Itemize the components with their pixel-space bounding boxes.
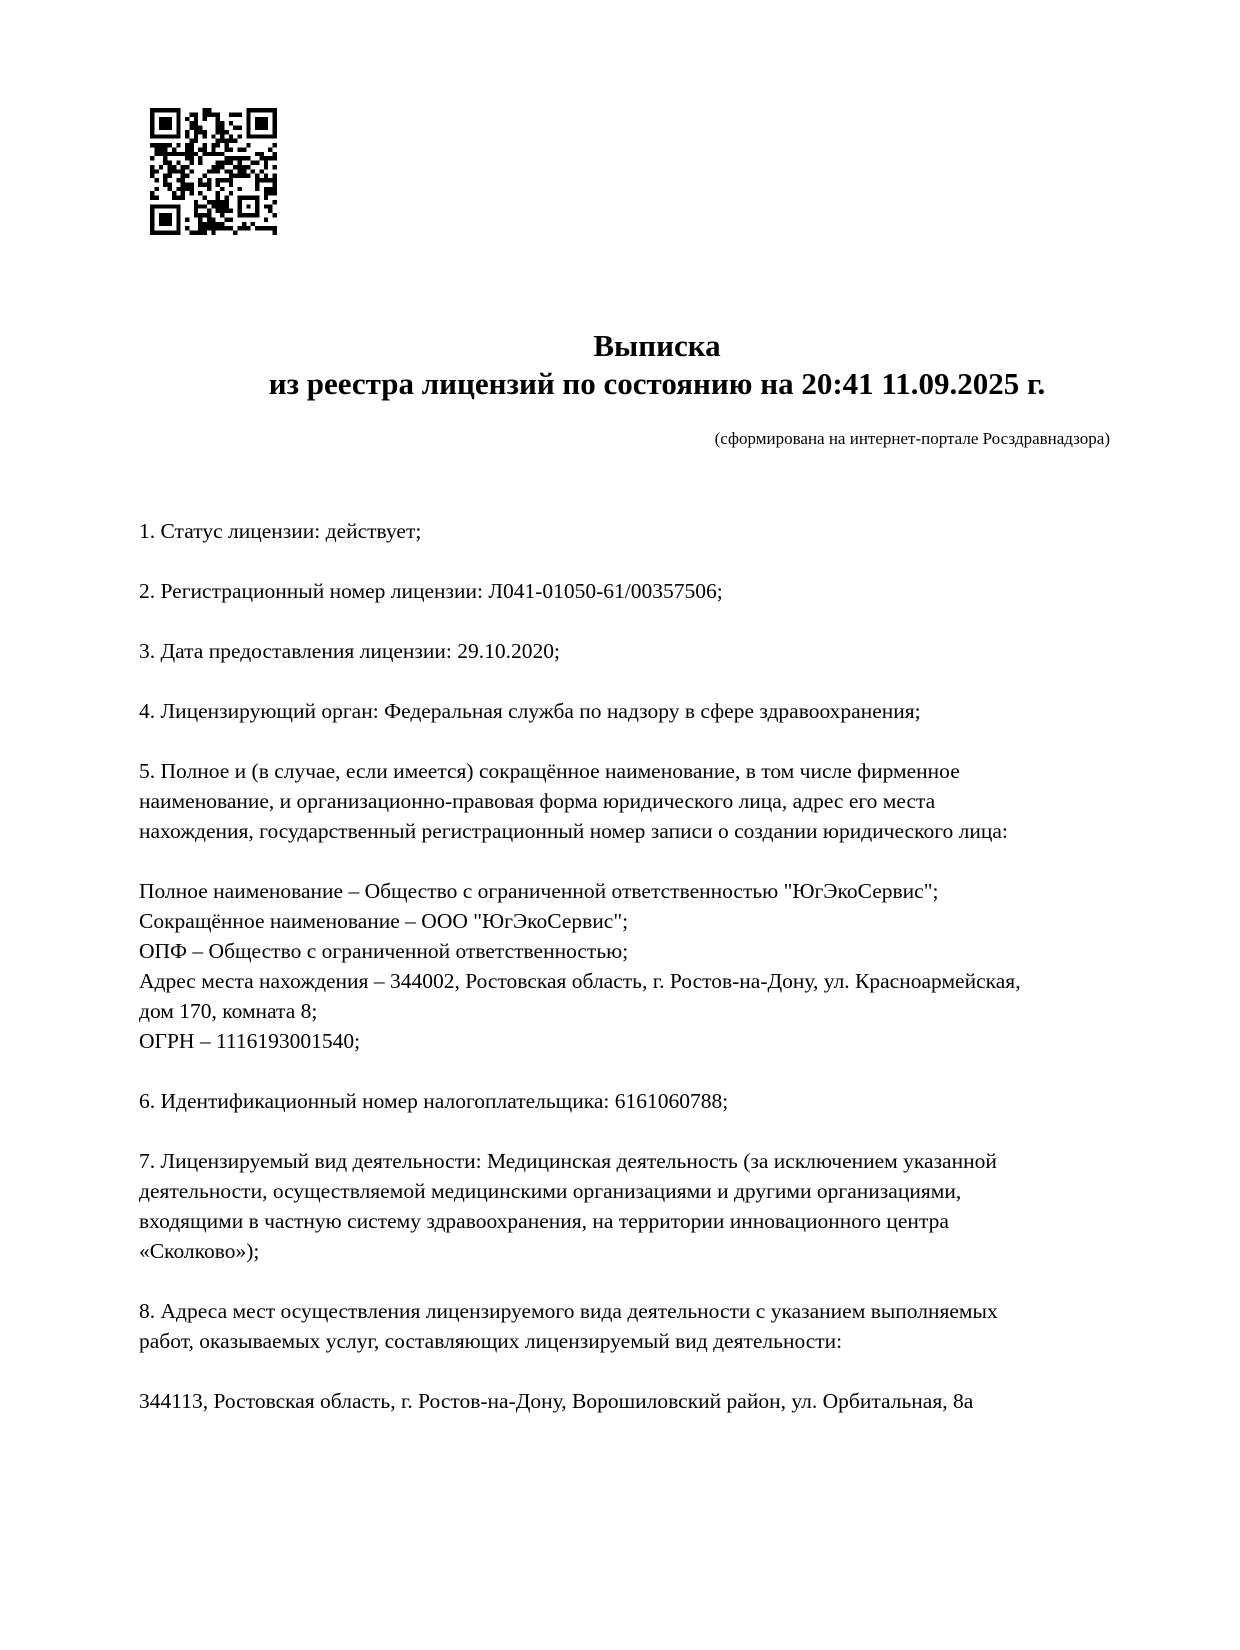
paragraph-taxpayer-number xyxy=(139,1086,1139,1116)
text-line: входящими в частную систему здравоохранения, на территории инновационного центра xyxy=(139,1209,949,1233)
text-line: дом 170, комната 8; xyxy=(139,999,318,1023)
text-line: «Сколково»); xyxy=(139,1239,260,1263)
text-line: 2. Регистрационный номер лицензии: Л041-01050-61/00357506; xyxy=(139,579,723,603)
title-line-2: из реестра лицензий по состоянию на 20:41 11.09.2025 г. xyxy=(268,366,1046,401)
paragraph-activity-addresses-intro xyxy=(139,1296,1139,1356)
paragraph-licensing-authority xyxy=(139,696,1139,726)
text-line: деятельности, осуществляемой медицинскими организациями и другими организациями, xyxy=(139,1179,962,1203)
paragraph-activity-address xyxy=(139,1386,1139,1416)
text-line: 344113, Ростовская область, г. Ростов-на-Дону, Ворошиловский район, ул. Орбитальная, 8а xyxy=(139,1389,974,1413)
text-line: 4. Лицензирующий орган: Федеральная служба по надзору в сфере здравоохранения; xyxy=(139,699,921,723)
paragraph-license-status xyxy=(139,516,1139,546)
paragraph-entity-details xyxy=(139,876,1139,1056)
document-subtitle: (сформирована на интернет-портале Росздравнадзора) xyxy=(714,429,1110,448)
text-line: 3. Дата предоставления лицензии: 29.10.2020; xyxy=(139,639,560,663)
text-line: Полное наименование – Общество с ограниченной ответственностью "ЮгЭкоСервис"; xyxy=(139,879,939,903)
text-line: работ, оказываемых услуг, составляющих лицензируемый вид деятельности: xyxy=(139,1329,843,1353)
text-line: 7. Лицензируемый вид деятельности: Медицинская деятельность (за исключением указанной xyxy=(139,1149,997,1173)
text-line: Сокращённое наименование – ООО "ЮгЭкоСервис"; xyxy=(139,909,629,933)
paragraph-entity-intro xyxy=(139,756,1139,846)
paragraph-registration-number xyxy=(139,576,1139,606)
text-line: ОПФ – Общество с ограниченной ответственностью; xyxy=(139,939,629,963)
text-line: наименование, и организационно-правовая форма юридического лица, адрес его места xyxy=(139,789,936,813)
text-line: 1. Статус лицензии: действует; xyxy=(139,519,422,543)
document-title xyxy=(0,327,1240,403)
paragraph-grant-date xyxy=(139,636,1139,666)
title-line-1: Выписка xyxy=(593,328,721,363)
text-line: 5. Полное и (в случае, если имеется) сокращённое наименование, в том числе фирменное xyxy=(139,759,960,783)
text-line: 6. Идентификационный номер налогоплательщика: 6161060788; xyxy=(139,1089,729,1113)
text-line: Адрес места нахождения – 344002, Ростовская область, г. Ростов-на-Дону, ул. Красноармейская, xyxy=(139,969,1021,993)
text-line: нахождения, государственный регистрационный номер записи о создании юридического лица: xyxy=(139,819,1008,843)
paragraph-licensed-activity xyxy=(139,1146,1139,1266)
qr-code-icon xyxy=(150,108,277,235)
text-line: ОГРН – 1116193001540; xyxy=(139,1029,361,1053)
text-line: 8. Адреса мест осуществления лицензируемого вида деятельности с указанием выполняемых xyxy=(139,1299,998,1323)
document-body xyxy=(139,516,1139,1446)
